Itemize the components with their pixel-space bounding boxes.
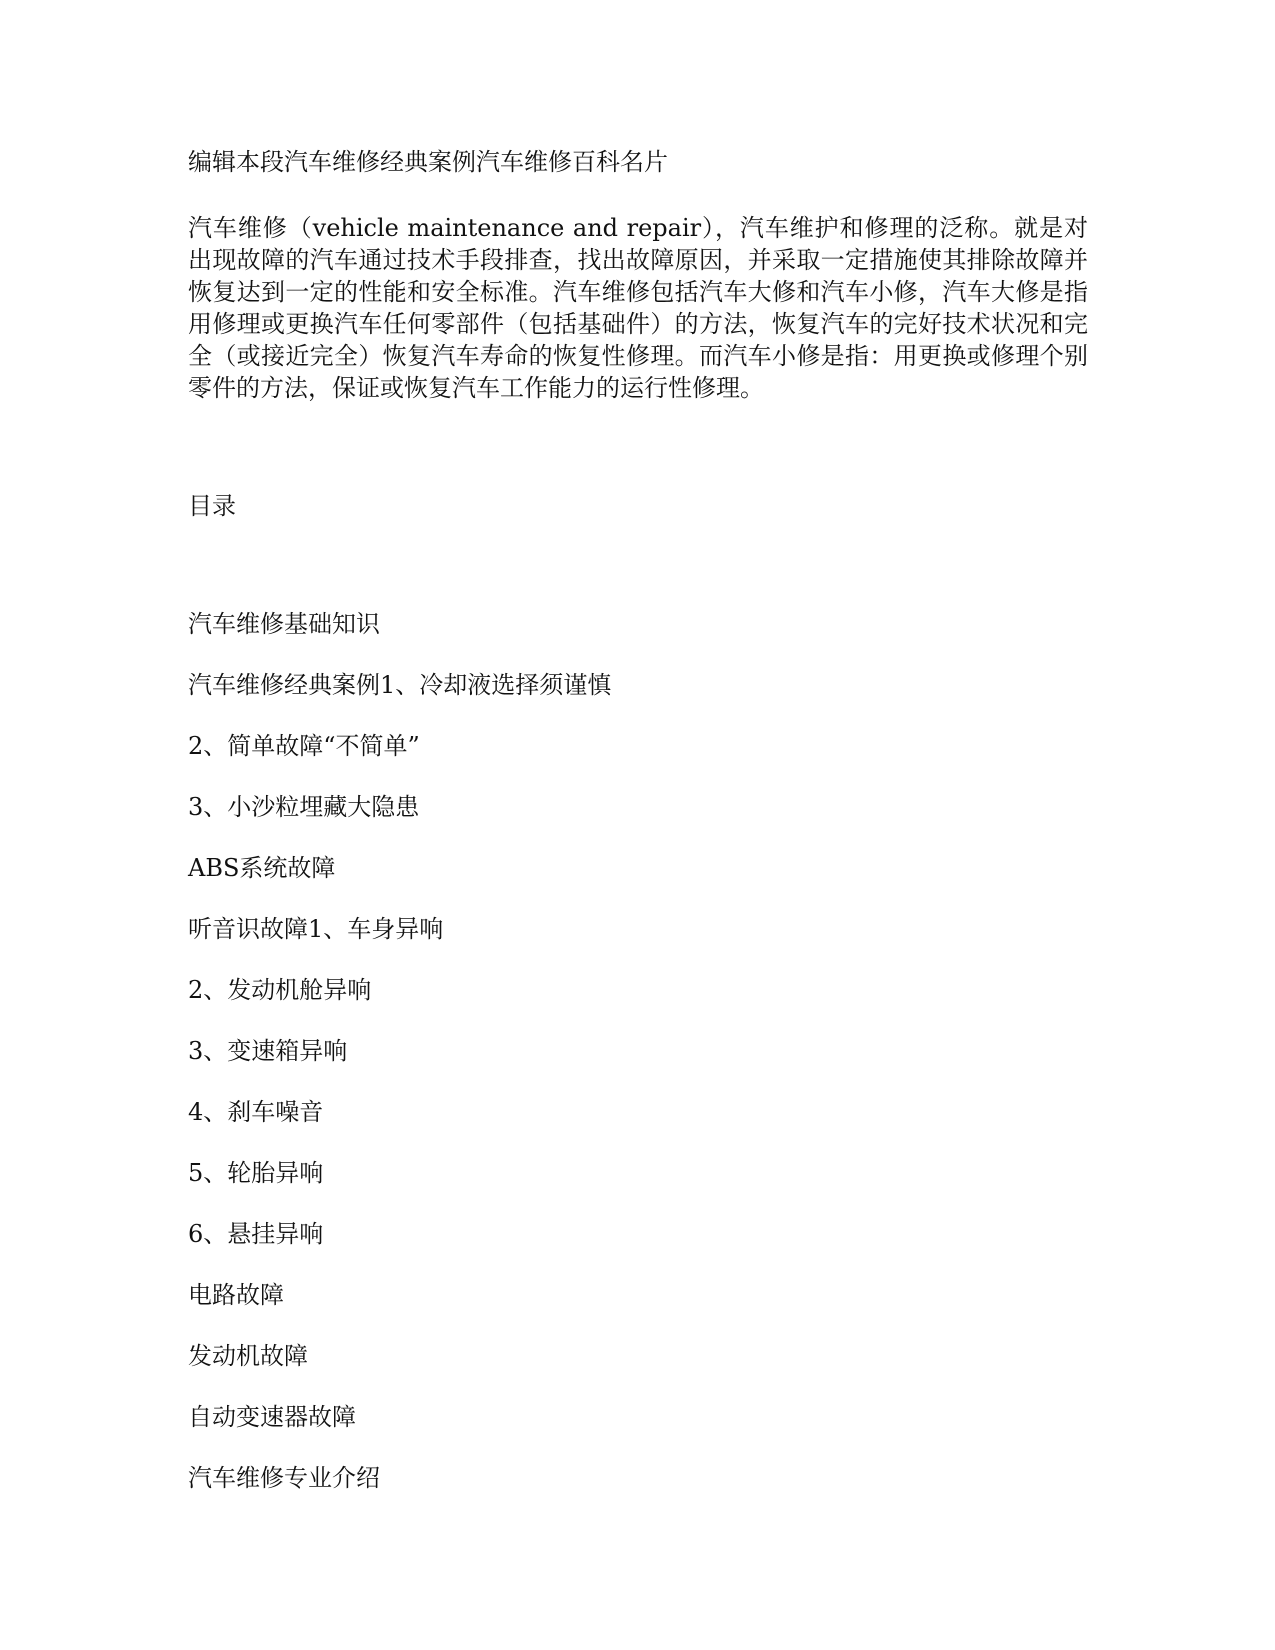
toc-item: 电路故障 — [188, 1281, 284, 1309]
toc-item: 发动机故障 — [188, 1342, 308, 1370]
toc-title: 目录 — [188, 492, 236, 520]
toc-item: 汽车维修经典案例1、冷却液选择须谨慎 — [188, 671, 612, 699]
toc-item: 听音识故障1、车身异响 — [188, 915, 444, 943]
toc-item: 2、简单故障“不简单” — [188, 732, 420, 760]
toc-item: 6、悬挂异响 — [188, 1220, 324, 1248]
toc-item: 自动变速器故障 — [188, 1403, 356, 1431]
intro-paragraph: 汽车维修（vehicle maintenance and repair），汽车维护和修理的泛称。就是对出现故障的汽车通过技术手段排查，找出故障原因，并采取一定措施使其排除故障并恢复达到一定的性能和安全标准。汽车维修包括汽车大修和汽车小修，汽车大修是指用修理或更换汽车任何零部件（包括基础件）的方法，恢复汽车的完好技术状况和完全（或接近完全）恢复汽车寿命的恢复性修理。而汽车小修是指：用更换或修理个别零件的方法，保证或恢复汽车工作能力的运行性修理。 — [188, 214, 1088, 402]
toc-list — [188, 608, 611, 1523]
document-heading: 编辑本段汽车维修经典案例汽车维修百科名片 — [188, 148, 668, 176]
toc-item: 汽车维修基础知识 — [188, 610, 380, 638]
toc-item: 5、轮胎异响 — [188, 1159, 324, 1187]
toc-item: ABS系统故障 — [188, 854, 336, 882]
toc-item: 2、发动机舱异响 — [188, 976, 372, 1004]
toc-item: 4、刹车噪音 — [188, 1098, 324, 1126]
toc-item: 汽车维修专业介绍 — [188, 1464, 380, 1492]
toc-item: 3、小沙粒埋藏大隐患 — [188, 793, 420, 821]
toc-item: 3、变速箱异响 — [188, 1037, 348, 1065]
